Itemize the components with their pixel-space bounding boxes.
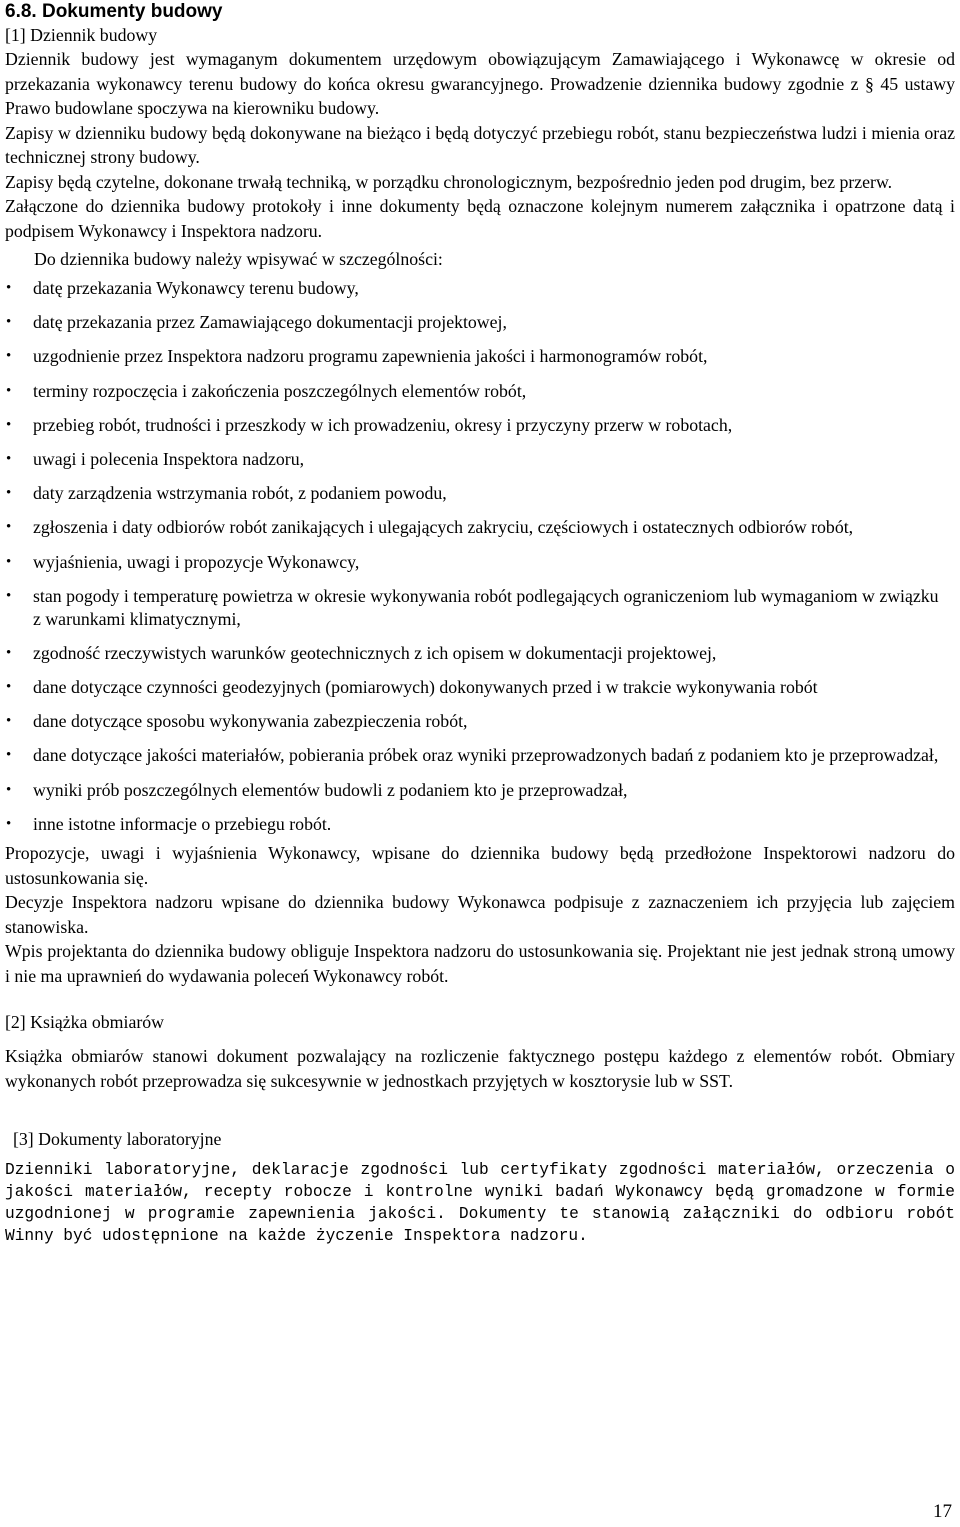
list-item-text: wyjaśnienia, uwagi i propozycje Wykonawcy, bbox=[33, 551, 360, 572]
list-item bbox=[5, 710, 955, 733]
list-item-text: datę przekazania Wykonawcy terenu budowy, bbox=[33, 278, 359, 298]
list-item bbox=[5, 676, 955, 699]
list-item bbox=[5, 779, 955, 802]
list-item bbox=[5, 551, 955, 574]
subsection-heading-dokumenty-laboratoryjne: [3] Dokumenty laboratoryjne bbox=[13, 1129, 222, 1149]
paragraph: Załączone do dziennika budowy protokoły i inne dokumenty będą oznaczone kolejnym numerem załącznika i opatrzone datą i podpisem Wykonawcy i Inspektora nadzoru. bbox=[5, 196, 955, 241]
bullet-icon: • bbox=[6, 280, 12, 296]
list-item bbox=[5, 585, 955, 631]
paragraph: Dzienniki laboratoryjne, deklaracje zgodności lub certyfikaty zgodności materiałów, orzeczenia o jakości materiałów, recepty robocze i kontrolne wyniki badań Wykonawcy będą gromadzone w formie uzgodnionej w programie zapewnienia jakości. Dokumenty te stanowią załączniki do odbioru robót Winny być udostępnione na każde życzenie Inspektora nadzoru. bbox=[5, 1161, 955, 1245]
paragraph: Decyzje Inspektora nadzoru wpisane do dziennika budowy Wykonawca podpisuje z zaznaczeniem ich przyjęcia lub zajęciem stanowiska. bbox=[5, 892, 955, 937]
paragraph: Propozycje, uwagi i wyjaśnienia Wykonawcy, wpisane do dziennika budowy będą przedłożone Inspektorowi nadzoru do ustosunkowania się. bbox=[5, 843, 955, 888]
list-item bbox=[5, 311, 955, 334]
document-page bbox=[5, 0, 955, 1247]
list-item bbox=[5, 380, 955, 403]
list-item-text: stan pogody i temperaturę powietrza w okresie wykonywania robót podlegających ograniczeniom lub wymaganiom w związku z warunkami klimatycznymi, bbox=[33, 585, 939, 629]
bullet-icon: • bbox=[6, 450, 12, 467]
list-item bbox=[5, 482, 955, 505]
list-item-text: datę przekazania przez Zamawiającego dokumentacji projektowej, bbox=[33, 312, 507, 333]
bullet-icon: • bbox=[6, 587, 12, 604]
page-number: 17 bbox=[933, 1501, 952, 1522]
list-item bbox=[5, 813, 955, 836]
bullet-icon: • bbox=[6, 713, 12, 730]
list-item bbox=[5, 414, 955, 437]
paragraph: Książka obmiarów stanowi dokument pozwalający na rozliczenie faktycznego postępu każdego z elementów robót. Obmiary wykonanych robót przeprowadza się sukcesywnie w jednostkach przyjętych w kosztorysie lub w SST. bbox=[5, 1046, 955, 1091]
list-item-text: przebieg robót, trudności i przeszkody w ich prowadzeniu, okresy i przyczyny przerw w robotach, bbox=[33, 414, 733, 435]
paragraph: Dziennik budowy jest wymaganym dokumentem urzędowym obowiązującym Zamawiającego i Wykonawcę w okresie od przekazania wykonawcy terenu budowy do końca okresu gwarancyjnego. Prowadzenie dziennika budowy zgodnie z § 45 ustawy Prawo budowlane spoczywa na kierowniku budowy. bbox=[5, 49, 955, 118]
bullet-icon: • bbox=[6, 747, 12, 764]
list-item-text: inne istotne informacje o przebiegu robót. bbox=[33, 813, 332, 834]
list-intro: Do dziennika budowy należy wpisywać w szczególności: bbox=[34, 249, 443, 269]
list-item bbox=[5, 516, 955, 539]
list-item-text: uzgodnienie przez Inspektora nadzoru programu zapewnienia jakości i harmonogramów robót, bbox=[33, 346, 708, 367]
list-item bbox=[5, 277, 955, 300]
list-item-text: wyniki prób poszczególnych elementów budowli z podaniem kto je przeprowadzał, bbox=[33, 779, 628, 800]
paragraph: Wpis projektanta do dziennika budowy obliguje Inspektora nadzoru do ustosunkowania się. Projektant nie jest jednak stroną umowy i nie ma uprawnień do wydawania poleceń Wykonawcy robót. bbox=[5, 941, 955, 986]
list-item bbox=[5, 744, 955, 767]
list-item-text: dane dotyczące sposobu wykonywania zabezpieczenia robót, bbox=[33, 711, 468, 732]
list-item-text: dane dotyczące czynności geodezyjnych (pomiarowych) dokonywanych przed i w trakcie wykonywania robót bbox=[33, 677, 818, 698]
list-item bbox=[5, 345, 955, 368]
paragraph: Zapisy w dzienniku budowy będą dokonywane na bieżąco i będą dotyczyć przebiegu robót, stanu bezpieczeństwa ludzi i mienia oraz technicznej strony budowy. bbox=[5, 122, 955, 167]
bullet-icon: • bbox=[6, 416, 12, 433]
bullet-icon: • bbox=[6, 679, 12, 696]
bullet-icon: • bbox=[6, 485, 12, 502]
list-item-text: dane dotyczące jakości materiałów, pobierania próbek oraz wyniki przeprowadzonych badań z podaniem kto je przeprowadzał, bbox=[33, 745, 939, 766]
bullet-icon: • bbox=[6, 348, 12, 365]
subsection-heading-ksiazka-obmiarow: [2] Książka obmiarów bbox=[5, 1012, 164, 1032]
bullet-icon: • bbox=[6, 644, 12, 661]
list-item-text: zgodność rzeczywistych warunków geotechnicznych z ich opisem w dokumentacji projektowej, bbox=[33, 642, 717, 663]
bullet-list bbox=[5, 277, 955, 836]
bullet-icon: • bbox=[6, 781, 12, 798]
bullet-icon: • bbox=[6, 553, 12, 570]
list-item bbox=[5, 642, 955, 665]
subsection-heading-dziennik: [1] Dziennik budowy bbox=[5, 25, 158, 45]
paragraph: Zapisy będą czytelne, dokonane trwałą techniką, w porządku chronologicznym, bezpośrednio jeden pod drugim, bez przerw. bbox=[5, 171, 893, 192]
list-item-text: daty zarządzenia wstrzymania robót, z podaniem powodu, bbox=[33, 483, 447, 504]
bullet-icon: • bbox=[6, 519, 12, 536]
bullet-icon: • bbox=[6, 314, 12, 331]
list-item-text: uwagi i polecenia Inspektora nadzoru, bbox=[33, 448, 305, 469]
list-item-text: terminy rozpoczęcia i zakończenia poszczególnych elementów robót, bbox=[33, 380, 527, 401]
bullet-icon: • bbox=[6, 815, 12, 832]
list-item-text: zgłoszenia i daty odbiorów robót zanikających i ulegających zakryciu, częściowych i ostatecznych odbiorów robót, bbox=[33, 517, 854, 538]
section-title: 6.8. Dokumenty budowy bbox=[5, 1, 223, 22]
bullet-icon: • bbox=[6, 382, 12, 399]
list-item bbox=[5, 448, 955, 471]
